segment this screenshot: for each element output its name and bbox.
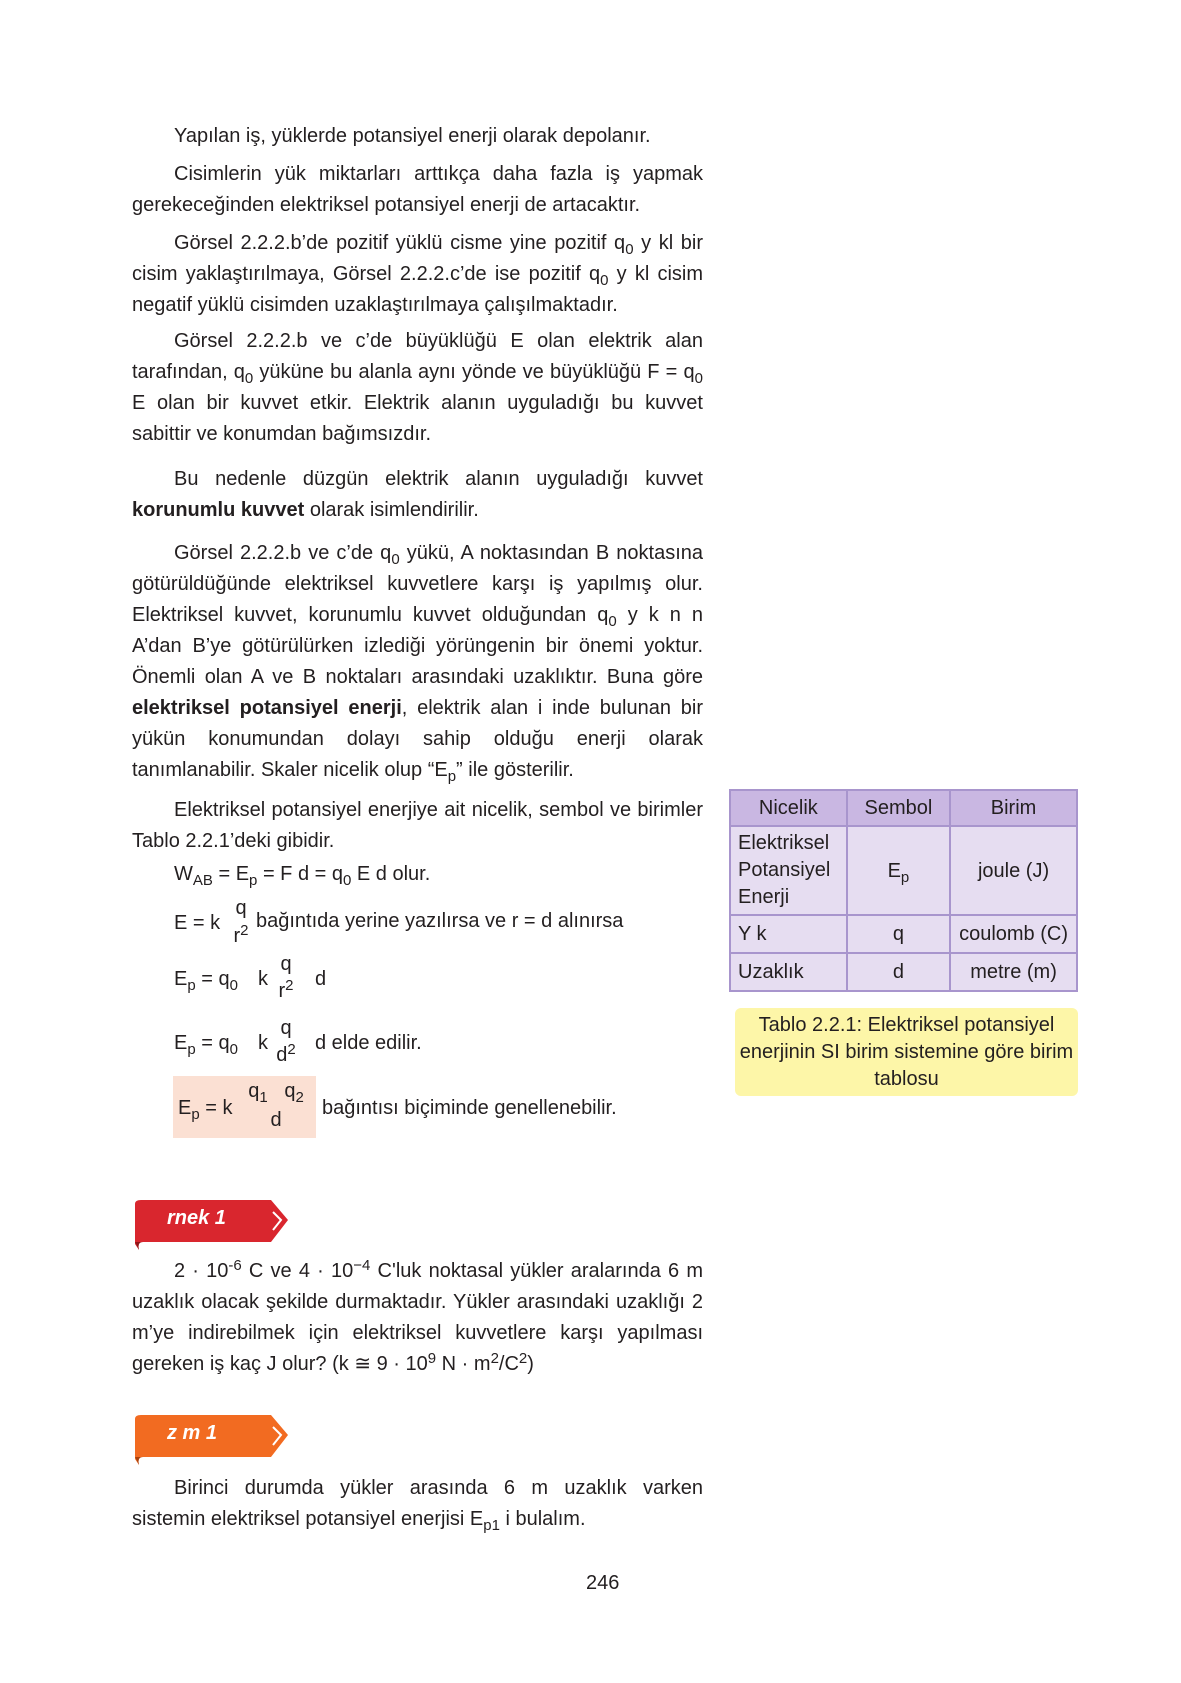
table-header-symbol: Sembol [847,790,950,826]
table-cell-quantity: Elektriksel Potansiyel Enerji [730,826,847,915]
table-row [730,953,1077,991]
table-cell-symbol: $E_p$ [847,826,950,915]
table-caption: Tablo 2.2.1: Elektriksel potansiyel enerjinin SI birim sistemine göre birim tablosu [735,1008,1078,1096]
field-formula-lhs: E = k [174,912,221,934]
ep-formula-2-num: q [280,1017,292,1039]
general-formula-text: bağıntısı biçiminde genellenebilir. [322,1097,617,1119]
table-cell-quantity: Uzaklık [730,953,847,991]
example-text: $2 \cdot 10^{-6}$ C ve $4 \cdot 10^{-4}$ C'luk noktasal yükler aralarında 6 m uzaklık olacak şekilde durmaktadır. Yükler arasındaki uzaklığı 2 m’ye indirebilmek için elektriksel kuvvetlere karşı yapılması gereken iş kaç J olur? (k ≅ $9 \cdot 10^9$ $N \cdot m^2/C^2$) [132,1256,703,1375]
paragraph-7: Elektriksel potansiyel enerjiye ait nicelik, sembol ve birimler Tablo 2.2.1’deki gibidir. [132,799,703,852]
general-formula-den: d [270,1109,282,1131]
ep-formula-1-den: $r^2$ [278,976,294,1002]
solution-text: Birinci durumda yükler arasında 6 m uzaklık varken sistemin elektriksel potansiyel enerjisi $E_{p1}$ i bulalım. [132,1477,703,1535]
ep-formula-2-lhs: $E_p = q_0$ [174,1032,238,1059]
paragraph-1: Yapılan iş, yüklerde potansiyel enerji olarak depolanır. [174,125,651,147]
paragraph-4: Görsel 2.2.2.b ve c’de büyüklüğü E olan elektrik alan tarafından, $q_0$ yüküne bu alanla aynı yönde ve büyüklüğü $F = q_0$ E olan bir kuvvet etkir. Elektrik alanın uyguladığı bu kuvvet sabittir ve konumdan bağımsızdır. [132,330,703,445]
table-cell-unit: joule (J) [950,826,1077,915]
quantity-table [729,789,1078,992]
field-formula-num: q [235,897,247,919]
paragraph-2: Cisimlerin yük miktarları arttıkça daha fazla iş yapmak gerekeceğinden elektriksel potansiyel enerji de artacaktır. [132,163,703,216]
page-number: 246 [586,1572,620,1594]
paragraph-3: Görsel 2.2.2.b’de pozitif yüklü cisme yine pozitif $q_0$ y kl bir cisim yaklaştırılmaya, Görsel 2.2.2.c’de ise pozitif $q_0$ y kl cisim negatif yüklü cisimden uzaklaştırılmaya çalışılmaktadır. [132,232,704,316]
general-formula-num: $q_1$ $q_2$ [248,1080,304,1107]
field-formula-text: bağıntıda yerine yazılırsa ve r = d alınırsa [256,910,624,932]
table-cell-unit: metre (m) [950,953,1077,991]
ep-formula-2-den: $d^2$ [276,1040,296,1066]
solution-label: z m 1 [167,1422,218,1444]
table-header-row [730,790,1077,826]
table-row [730,915,1077,953]
ep-formula-1-lhs: $E_p = q_0$ [174,968,238,995]
example-badge [133,1198,293,1240]
ep-formula-1-k: k [258,968,268,990]
ep-formula-2-k: k [258,1032,268,1054]
table-cell-symbol: q [847,915,950,953]
ep-formula-1-d: d [315,968,327,990]
table-header-quantity: Nicelik [730,790,847,826]
table-cell-quantity: Y k [730,915,847,953]
field-formula-den: $r^2$ [233,921,249,947]
paragraph-5: Bu nedenle düzgün elektrik alanın uyguladığı kuvvet korunumlu kuvvet olarak isimlendirilir. [132,468,703,521]
table-row [730,826,1077,915]
general-formula-lhs: $E_p = k$ [178,1097,233,1124]
table-header-unit: Birim [950,790,1077,826]
work-formula: $W_{AB} = E_p = F$ $d = q_0$ E d olur. [174,863,431,890]
paragraph-6: Görsel 2.2.2.b ve c’de $q_0$ yükü, A noktasından B noktasına götürüldüğünde elektriksel kuvvetlere karşı iş yapılmış olur. Elektriksel kuvvet, korunumlu kuvvet olduğundan $q_0$ y k n n A’dan B’ye götürülürken izlediği yörüngenin bir önemi yoktur. Önemli olan A ve B noktaları arasındaki uzaklıktır. Buna göre elektriksel potansiyel enerji, elektrik alan i inde bulunan bir yükün konumundan dolayı sahip olduğu enerji olarak tanımlanabilir. Skaler nicelik olup “$E_p$” ile gösterilir. [132,542,704,786]
table-cell-unit: coulomb (C) [950,915,1077,953]
ep-formula-1-num: q [280,953,292,975]
ep-formula-2-rest: d elde edilir. [315,1032,422,1054]
table-cell-symbol: d [847,953,950,991]
solution-badge [133,1413,293,1455]
example-label: rnek 1 [167,1207,226,1229]
